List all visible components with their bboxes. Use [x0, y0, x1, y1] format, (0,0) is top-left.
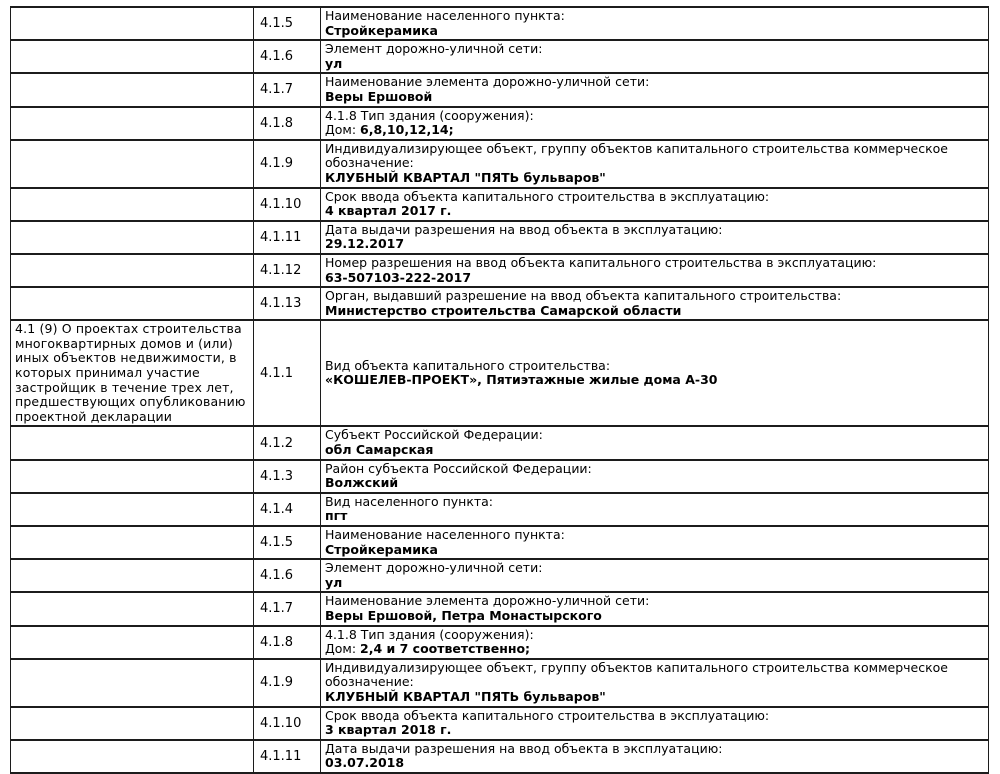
row-code: 4.1.10 — [260, 715, 302, 731]
row-code: 4.1.11 — [260, 229, 302, 245]
field-label: Индивидуализирующее объект, группу объектов капитального строительства коммерческое обозначение: — [325, 140, 948, 171]
row-code: 4.1.10 — [260, 196, 302, 212]
section-note-cell — [11, 254, 254, 287]
field-value — [325, 443, 984, 458]
table-row — [11, 140, 989, 188]
field-value-prefix: Дом: — [325, 641, 361, 657]
table-row — [11, 460, 989, 493]
field-cell — [321, 659, 989, 707]
field-value-text: 3 квартал 2018 г. — [325, 722, 452, 738]
section-note-cell — [11, 40, 254, 73]
field-label: 4.1.8 Тип здания (сооружения): — [325, 626, 534, 642]
section-note-cell — [11, 559, 254, 592]
row-code: 4.1.9 — [260, 675, 294, 691]
row-code: 4.1.3 — [260, 468, 294, 484]
field-label: Орган, выдавший разрешение на ввод объекта капитального строительства: — [325, 288, 842, 304]
field-label: Наименование населенного пункта: — [325, 527, 565, 542]
section-note-cell — [11, 526, 254, 559]
field-value — [325, 123, 984, 138]
section-note-cell — [11, 740, 254, 773]
section-note-cell — [11, 73, 254, 106]
row-code: 4.1.4 — [260, 501, 294, 517]
field-value — [325, 642, 984, 657]
row-code-cell — [254, 626, 321, 659]
row-code: 4.1.7 — [260, 601, 294, 617]
row-code: 4.1.7 — [260, 82, 294, 98]
field-cell — [321, 287, 989, 320]
field-value-text: 6,8,10,12,14; — [360, 122, 454, 138]
field-value-text: Министерство строительства Самарской области — [325, 302, 682, 318]
field-cell — [321, 40, 989, 73]
section-note-cell — [11, 426, 254, 459]
section-note-cell — [11, 626, 254, 659]
field-value-text: 03.07.2018 — [325, 755, 405, 771]
row-code-cell — [254, 559, 321, 592]
row-code-cell — [254, 254, 321, 287]
table-row — [11, 659, 989, 707]
field-label: Номер разрешения на ввод объекта капитального строительства в эксплуатацию: — [325, 254, 877, 270]
row-code: 4.1.8 — [260, 115, 294, 131]
field-value — [325, 204, 984, 219]
section-note-cell — [11, 707, 254, 740]
table-row — [11, 40, 989, 73]
table-row — [11, 73, 989, 106]
field-cell — [321, 526, 989, 559]
field-cell — [321, 460, 989, 493]
table-row — [11, 707, 989, 740]
field-label: Элемент дорожно-уличной сети: — [325, 41, 543, 57]
row-code-cell — [254, 460, 321, 493]
field-label: Срок ввода объекта капитального строительства в эксплуатацию: — [325, 707, 770, 723]
row-code: 4.1.6 — [260, 49, 294, 65]
field-label: Дата выдачи разрешения на ввод объекта в эксплуатацию: — [325, 740, 723, 756]
row-code-cell — [254, 140, 321, 188]
section-note-cell — [11, 592, 254, 625]
project-declaration-table — [10, 6, 989, 774]
field-value — [325, 543, 984, 558]
row-code-cell — [254, 287, 321, 320]
field-label: Вид объекта капитального строительства: — [325, 357, 611, 373]
field-label: Наименование населенного пункта: — [325, 8, 565, 23]
row-code-cell — [254, 7, 321, 40]
field-value-text: Веры Ершовой — [325, 88, 433, 104]
field-cell — [321, 707, 989, 740]
section-note-cell — [11, 107, 254, 140]
field-value-text: пгт — [325, 508, 348, 524]
field-value-text: Стройкерамика — [325, 541, 438, 557]
field-value-text: Веры Ершовой, Петра Монастырского — [325, 607, 602, 623]
field-value-text: 4 квартал 2017 г. — [325, 203, 452, 219]
field-value — [325, 304, 984, 319]
field-value-text: ул — [325, 55, 343, 71]
field-cell — [321, 140, 989, 188]
row-code-cell — [254, 107, 321, 140]
field-cell — [321, 107, 989, 140]
field-label: Наименование элемента дорожно-уличной сети: — [325, 74, 650, 90]
row-code: 4.1.9 — [260, 156, 294, 172]
field-cell — [321, 188, 989, 221]
table-row — [11, 559, 989, 592]
table-row — [11, 287, 989, 320]
table-row — [11, 740, 989, 773]
field-value-text: 63-507103-222-2017 — [325, 269, 472, 285]
row-code-cell — [254, 659, 321, 707]
row-code: 4.1.6 — [260, 568, 294, 584]
table-row — [11, 188, 989, 221]
field-value — [325, 24, 984, 39]
section-note-cell — [11, 7, 254, 40]
table-row — [11, 320, 989, 426]
field-value-text: обл Самарская — [325, 442, 434, 458]
field-cell — [321, 592, 989, 625]
table-row — [11, 221, 989, 254]
field-label: Субъект Российской Федерации: — [325, 427, 543, 443]
field-label: Срок ввода объекта капитального строительства в эксплуатацию: — [325, 188, 770, 204]
field-value — [325, 723, 984, 738]
section-note-cell — [11, 140, 254, 188]
row-code: 4.1.11 — [260, 748, 302, 764]
section-note-cell — [11, 659, 254, 707]
section-note-cell — [11, 320, 254, 426]
field-cell — [321, 740, 989, 773]
section-note: 4.1 (9) О проектах строительства многоквартирных домов и (или) иных объектов недвижимости, в которых принимал участие застройщик в течение трех лет, предшествующих опубликованию проектной декларации — [15, 321, 246, 424]
field-value — [325, 373, 984, 388]
row-code: 4.1.2 — [260, 435, 294, 451]
field-value — [325, 690, 984, 705]
row-code-cell — [254, 320, 321, 426]
table-row — [11, 626, 989, 659]
row-code-cell — [254, 426, 321, 459]
row-code: 4.1.1 — [260, 365, 294, 381]
field-value-text: ул — [325, 574, 343, 590]
field-label: Вид населенного пункта: — [325, 493, 494, 509]
field-value — [325, 271, 984, 286]
field-cell — [321, 626, 989, 659]
row-code: 4.1.5 — [260, 16, 294, 32]
row-code: 4.1.12 — [260, 263, 302, 278]
field-value — [325, 756, 984, 771]
row-code: 4.1.5 — [260, 535, 294, 551]
field-label: Дата выдачи разрешения на ввод объекта в эксплуатацию: — [325, 221, 723, 237]
field-value — [325, 609, 984, 624]
row-code-cell — [254, 740, 321, 773]
field-cell — [321, 559, 989, 592]
field-label: Индивидуализирующее объект, группу объектов капитального строительства коммерческое обозначение: — [325, 659, 948, 690]
declaration-table-body — [11, 7, 989, 773]
field-value — [325, 57, 984, 72]
field-value — [325, 171, 984, 186]
section-note-cell — [11, 221, 254, 254]
field-value-text: Стройкерамика — [325, 22, 438, 38]
field-cell — [321, 426, 989, 459]
row-code-cell — [254, 592, 321, 625]
table-row — [11, 7, 989, 40]
field-value-text: «КОШЕЛЕВ-ПРОЕКТ», Пятиэтажные жилые дома А-30 — [325, 372, 718, 388]
table-row — [11, 107, 989, 140]
section-note-cell — [11, 493, 254, 526]
field-label: 4.1.8 Тип здания (сооружения): — [325, 107, 534, 123]
table-row — [11, 526, 989, 559]
table-row — [11, 493, 989, 526]
field-value — [325, 90, 984, 105]
table-row — [11, 592, 989, 625]
field-cell — [321, 493, 989, 526]
field-label: Наименование элемента дорожно-уличной сети: — [325, 593, 650, 609]
field-label: Элемент дорожно-уличной сети: — [325, 560, 543, 576]
field-value — [325, 237, 984, 252]
field-label: Район субъекта Российской Федерации: — [325, 460, 592, 476]
field-value-text: Волжский — [325, 475, 399, 491]
field-cell — [321, 221, 989, 254]
row-code-cell — [254, 707, 321, 740]
row-code: 4.1.8 — [260, 634, 294, 650]
field-value-prefix: Дом: — [325, 122, 361, 138]
row-code-cell — [254, 73, 321, 106]
table-row — [11, 254, 989, 287]
row-code-cell — [254, 493, 321, 526]
row-code-cell — [254, 221, 321, 254]
field-value-text: КЛУБНЫЙ КВАРТАЛ "ПЯТЬ бульваров" — [325, 169, 606, 185]
row-code-cell — [254, 188, 321, 221]
section-note-cell — [11, 287, 254, 320]
row-code: 4.1.13 — [260, 296, 302, 312]
field-value — [325, 576, 984, 591]
field-value — [325, 509, 984, 524]
field-cell — [321, 73, 989, 106]
field-value-text: 29.12.2017 — [325, 236, 405, 252]
section-note-cell — [11, 460, 254, 493]
field-value-text: 2,4 и 7 соответственно; — [360, 641, 531, 657]
section-note-cell — [11, 188, 254, 221]
field-value — [325, 476, 984, 491]
field-cell — [321, 7, 989, 40]
table-row — [11, 426, 989, 459]
field-cell — [321, 320, 989, 426]
field-value-text: КЛУБНЫЙ КВАРТАЛ "ПЯТЬ бульваров" — [325, 688, 606, 704]
row-code-cell — [254, 526, 321, 559]
field-cell — [321, 254, 989, 287]
row-code-cell — [254, 40, 321, 73]
